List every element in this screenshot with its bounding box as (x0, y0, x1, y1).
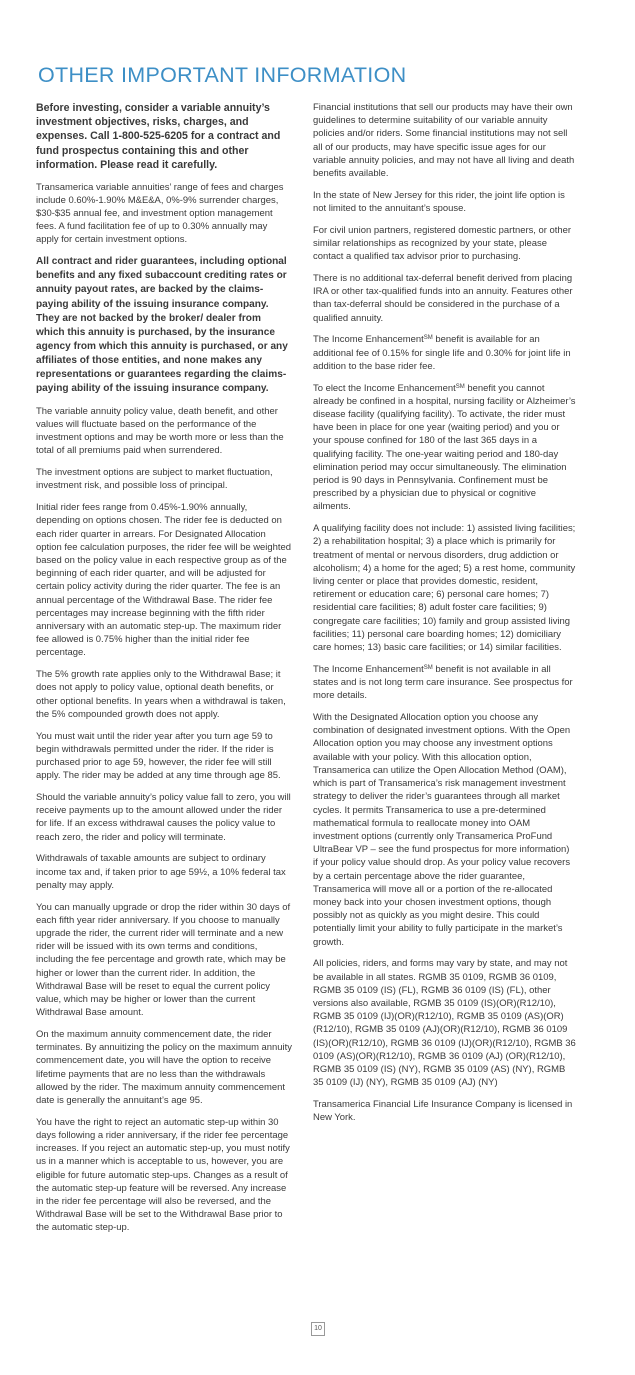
age-requirement-paragraph: You must wait until the rider year after you turn age 59 to begin withdrawals permitted under the rider. If the rider is purchased prior to age 59, however, the rider fee will still apply. The rider may be added at any time through age 85. (36, 730, 281, 782)
policy-value-paragraph: The variable annuity policy value, death benefit, and other values will fluctuate based on the performance of the investment options and may be worth more or less than the total of all premiums paid when surrendered. (36, 405, 284, 457)
manual-upgrade-paragraph: You can manually upgrade or drop the rider within 30 days of each fifth year rider anniversary. If you choose to manually upgrade the rider, the current rider will terminate and a new rider will be issued with its own terms and conditions, including the fee percentage and growth rate, which may be higher or lower than the current rider. In addition, the Withdrawal Base will be reset to equal the current policy value, which may be higher or lower than the current Withdrawal Base amount. (36, 901, 291, 1019)
income-enhancement-fee-paragraph: The Income Enhancement℠ benefit is available for an additional fee of 0.15% for single life and 0.30% for joint life in addition to the base rider fee. (313, 334, 571, 372)
income-enhancement-availability-paragraph: The Income Enhancement℠ benefit is not available in all states and is not long term care insurance. See prospectus for more details. (313, 663, 573, 702)
forms-paragraph: All policies, riders, and forms may vary by state, and may not be available in all states. RGMB 35 0109, RGMB 36 0109, RGMB 35 0109 (IS) (FL), RGMB 36 0109 (IS) (FL), other versions also available, RGMB 35 0109 (IS)(OR)(R12/10), RGMB 35 0109 (IJ)(OR)(R12/10), RGMB 35 0109 (AS)(OR)(R12/10), RGMB 35 0109 (AJ)(OR)(R12/10), RGMB 36 0109 (IS)(OR)(R12/10), RGMB 36 0109 (IJ)(OR)(R12/10), RGMB 36 0109 (AS)(OR)(R12/10), RGMB 36 0109 (AJ) (OR)(R12/10), RGMB 35 0109 (IS) (NY), RGMB 35 0109 (AS) (NY), RGMB 35 0109 (IJ) (NY), RGMB 35 0109 (AJ) (NY) (313, 958, 576, 1089)
guarantees-notice: All contract and rider guarantees, including optional benefits and any fixed subaccount crediting rates or annuity payout rates, are backed by the claims-paying ability of the issuing insurance company. They are not backed by the broker/ dealer from which this annuity is purchased, by the insurance agency from which this annuity is purchased, or any affiliates of those entities, and none makes any representations or guarantees regarding the claims-paying ability of the issuing insurance company. (36, 256, 288, 395)
civil-union-paragraph: For civil union partners, registered domestic partners, or other similar relationships as recognized by your state, please contact a qualified tax advisor prior to purchasing. (313, 224, 572, 263)
page-title: OTHER IMPORTANT INFORMATION (38, 63, 407, 87)
reject-step-up-paragraph: You have the right to reject an automatic step-up within 30 days following a rider anniversary, if the rider fee percentage increases. If you reject an automatic step-up, you must notify us in a manner which is acceptable to us, however, you are eligible for future automatic step-ups. Changes as a result of the automatic step-up feature will be reversed. Any increase in the rider fee percentage will also be reversed, and the Withdrawal Base will be set to the Withdrawal Base prior to the automatic step-up. (36, 1116, 290, 1234)
withdrawal-tax-paragraph: Withdrawals of taxable amounts are subject to ordinary income tax and, if taken prior to age 59½, a 10% federal tax penalty may apply. (36, 853, 286, 891)
new-jersey-paragraph: In the state of New Jersey for this rider, the joint life option is not limited to the annuitant’s spouse. (313, 189, 565, 215)
market-risk-paragraph: The investment options are subject to market fluctuation, investment risk, and possible loss of principal. (36, 467, 273, 492)
tax-deferral-paragraph: There is no additional tax-deferral benefit derived from placing IRA or other tax-qualified funds into an annuity. Features other than tax-deferral should be considered in the purchase of a qualified annuity. (313, 273, 573, 324)
allocation-option-paragraph: With the Designated Allocation option you choose any combination of designated investment options. With the Open Allocation option you may choose any investment options available with your policy. With this allocation option, Transamerica can utilize the Open Allocation Method (OAM), which is part of Transamerica’s risk management investment strategy to deliver the rider’s guarantees through all market cycles. It permits Transamerica to use a pre-determined mathematical formula to reallocate money into OAM investment options (currently only Transamerica ProFund UltraBear VP – see the fund prospectus for more information) if your policy value should drop. As your policy value recovers by a certain percentage above the rider guarantee, Transamerica will move all or a portion of the re-allocated money back into your chosen investment options, though possibly not as quickly as you might desire. This could potentially limit your ability to fully participate in the market’s growth. (313, 712, 571, 948)
zero-value-paragraph: Should the variable annuity’s policy value fall to zero, you will receive payments up to the amount allowed under the rider for life. If an excess withdrawal causes the policy value to reach zero, the rider and policy will terminate. (36, 792, 291, 843)
rider-fees-paragraph: Initial rider fees range from 0.45%-1.90% annually, depending on options chosen. The rider fee is deducted on each rider quarter in arrears. For Designated Allocation option fee calculation purposes, the rider fee will be weighted based on the policy value in each respective group as of the beginning of each rider quarter, and will be adjusted for certain policy activity during the rider quarter. The fee is an annual percentage of the Withdrawal Base. The rider fee percentages may increase beginning with the fifth rider anniversary with an automatic step-up. The maximum rider fee allowed is 0.75% higher than the initial rider fee percentage. (36, 502, 291, 659)
qualifying-facility-paragraph: A qualifying facility does not include: 1) assisted living facilities; 2) a rehabilitation hospital; 3) a place which is primarily for treatment of mental or nervous disorders, drug addiction or alcoholism; 4) a home for the aged; 5) a rest home, community living center or place that provides domestic, resident, retirement or education care; 6) personal care homes; 7) residential care facilities; 8) adult foster care facilities; 9) congregate care facilities; 10) family and group assisted living facilities; 11) personal care boarding homes; 12) domiciliary care homes; 13) basic care facilities; or 14) similar facilities. (313, 523, 576, 654)
growth-rate-paragraph: The 5% growth rate applies only to the Withdrawal Base; it does not apply to policy value, optional death benefits, or other optional benefits. In years when a withdrawal is taken, the 5% compounded growth does not apply. (36, 669, 286, 720)
fees-paragraph: Transamerica variable annuities’ range of fees and charges include 0.60%-1.90% M&E&A, 0%-9% surrender charges, $30-$35 annual fee, and investment option management fees. A fund facilitation fee of up to 0.30% annually may apply for certain investment options. (36, 181, 284, 246)
income-enhancement-elect-paragraph: To elect the Income Enhancement℠ benefit you cannot already be confined in a hospital, nursing facility or Alzheimer’s disease facility (qualifying facility). To activate, the rider must have been in place for one year (waiting period) and you or your spouse confined for 180 of the last 365 days in a qualifying facility. The one-year waiting period and 180-day elimination period may occur simultaneously. The elimination period is 90 days in Pennsylvania. Confinement must be prescribed by a physician due to physical or cognitive ailments. (313, 382, 576, 513)
left-column (36, 101, 292, 1243)
licensing-paragraph: Transamerica Financial Life Insurance Company is licensed in New York. (313, 1098, 573, 1124)
right-column (313, 101, 576, 1133)
prospectus-notice: Before investing, consider a variable annuity’s investment objectives, risks, charges, and expenses. Call 1-800-525-6205 for a contract and fund prospectus containing this and other information. Please read it carefully. (36, 102, 281, 171)
page-number: 10 (311, 1322, 325, 1336)
financial-institutions-paragraph: Financial institutions that sell our products may have their own guidelines to determine suitability of our variable annuity policies and/or riders. Some financial institutions may not sell all of our products, may have specific issue ages for our variable annuity policies, and may not have all living and death benefits available. (313, 102, 575, 180)
commencement-date-paragraph: On the maximum annuity commencement date, the rider terminates. By annuitizing the policy on the maximum annuity commencement date, you will have the option to receive lifetime payments that are no less than the withdrawals allowed by the rider. The maximum annuity commencement date is generally the annuitant’s age 95. (36, 1029, 292, 1107)
